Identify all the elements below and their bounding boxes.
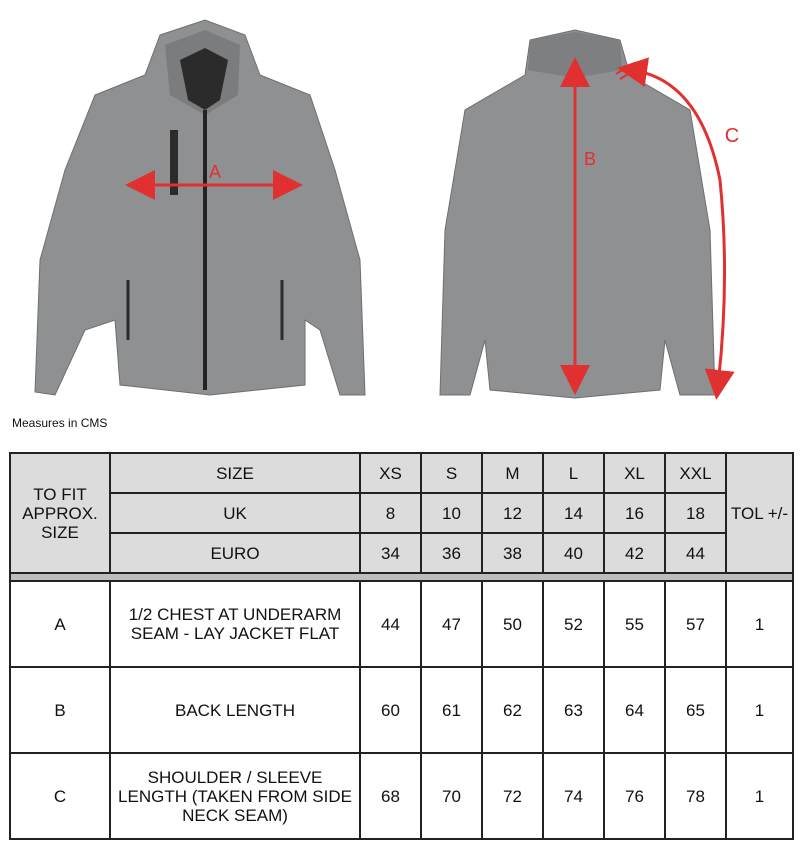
- front-jacket: [35, 20, 365, 395]
- uk-cell: 12: [482, 493, 543, 533]
- euro-cell: 38: [482, 533, 543, 573]
- measurement-row-a: [10, 581, 793, 667]
- measure-tol: 1: [726, 581, 793, 667]
- euro-cell: 34: [360, 533, 421, 573]
- uk-row: [10, 493, 793, 533]
- measure-a-label: A: [208, 162, 222, 182]
- uk-cell: 14: [543, 493, 604, 533]
- measure-value: 50: [482, 581, 543, 667]
- size-cell: M: [482, 453, 543, 493]
- measure-value: 78: [665, 753, 726, 839]
- measurement-row-c: [10, 753, 793, 839]
- euro-cell: 36: [421, 533, 482, 573]
- fit-label-cell: TO FIT APPROX. SIZE: [10, 453, 110, 573]
- measure-value: 64: [604, 667, 665, 753]
- measures-note: Measures in CMS: [12, 416, 108, 430]
- measure-value: 47: [421, 581, 482, 667]
- measure-code: B: [10, 667, 110, 753]
- measure-c-label: C: [724, 125, 740, 147]
- back-jacket: [440, 30, 739, 398]
- size-cell: XXL: [665, 453, 726, 493]
- measure-description: 1/2 CHEST AT UNDERARM SEAM - LAY JACKET FLAT: [110, 581, 360, 667]
- size-label: SIZE: [110, 453, 360, 493]
- measure-value: 57: [665, 581, 726, 667]
- size-cell: XS: [360, 453, 421, 493]
- jacket-illustration: [0, 0, 800, 410]
- measure-value: 62: [482, 667, 543, 753]
- measure-description: SHOULDER / SLEEVE LENGTH (TAKEN FROM SIDE NECK SEAM): [110, 753, 360, 839]
- measure-b-label: B: [583, 149, 597, 169]
- euro-cell: 40: [543, 533, 604, 573]
- euro-cell: 42: [604, 533, 665, 573]
- separator-row: [10, 573, 793, 581]
- measure-value: 63: [543, 667, 604, 753]
- size-header-row: [10, 453, 793, 493]
- measure-value: 44: [360, 581, 421, 667]
- measure-value: 70: [421, 753, 482, 839]
- separator-cell: [10, 573, 793, 581]
- measure-value: 60: [360, 667, 421, 753]
- uk-cell: 18: [665, 493, 726, 533]
- measure-tol: 1: [726, 753, 793, 839]
- measure-value: 76: [604, 753, 665, 839]
- uk-label: UK: [110, 493, 360, 533]
- jacket-diagram: [0, 0, 800, 410]
- euro-label: EURO: [110, 533, 360, 573]
- size-cell: XL: [604, 453, 665, 493]
- measure-value: 65: [665, 667, 726, 753]
- measure-code: A: [10, 581, 110, 667]
- measure-description: BACK LENGTH: [110, 667, 360, 753]
- euro-row: [10, 533, 793, 573]
- size-cell: S: [421, 453, 482, 493]
- uk-cell: 8: [360, 493, 421, 533]
- measure-value: 72: [482, 753, 543, 839]
- size-cell: L: [543, 453, 604, 493]
- uk-cell: 16: [604, 493, 665, 533]
- measure-code: C: [10, 753, 110, 839]
- uk-cell: 10: [421, 493, 482, 533]
- measure-value: 52: [543, 581, 604, 667]
- measure-value: 61: [421, 667, 482, 753]
- measurement-row-b: [10, 667, 793, 753]
- measure-value: 74: [543, 753, 604, 839]
- tol-label-cell: TOL +/-: [726, 453, 793, 573]
- measure-value: 68: [360, 753, 421, 839]
- measure-tol: 1: [726, 667, 793, 753]
- measure-value: 55: [604, 581, 665, 667]
- euro-cell: 44: [665, 533, 726, 573]
- size-chart-table: [9, 452, 794, 840]
